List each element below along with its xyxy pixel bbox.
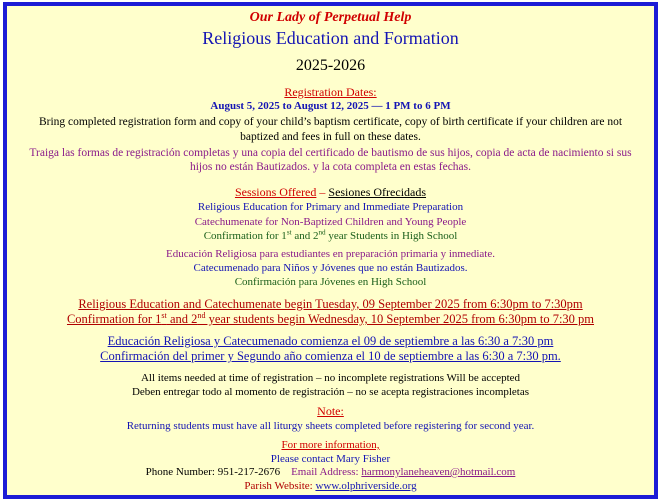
items-en: All items needed at time of registration – no incomplete registrations Will be accepted — [140, 372, 521, 384]
contact-heading: For more information, — [281, 439, 380, 451]
website-label: Parish Website: — [244, 480, 316, 492]
sessions-heading-en: Sessions Offered — [234, 185, 317, 199]
begin-en-2-sup1: st — [161, 310, 167, 320]
sessions-dash: – — [316, 185, 329, 199]
items-es: Deben entregar todo al momento de registración – no se acepta registraciones incompletas — [131, 386, 530, 398]
phone-number: Phone Number: 951-217-2676 — [145, 466, 281, 478]
email-link[interactable]: harmonylaneheaven@hotmail.com — [361, 466, 516, 478]
registration-es-line2: hijos no están Bautizados. y la cota completa en estas fechas. — [189, 161, 472, 173]
session-es-1: Educación Religiosa para estudiantes en preparación primaria y inmediate. — [166, 248, 495, 260]
begin-en-2-b: and 2 — [166, 312, 198, 326]
sessions-heading — [7, 186, 654, 199]
session-en-1: Religious Education for Primary and Immediate Preparation — [197, 201, 464, 213]
begin-es-2: Confirmación del primer y Segundo año comienza el 10 de septiembre a las 6:30 a 7:30 pm. — [100, 349, 561, 363]
website-line — [7, 480, 654, 492]
begin-en-2 — [7, 310, 654, 327]
registration-es-line1: Traiga las formas de registración completas y una copia del certificado de bautismo de sus hijos, copia de acta de nacimiento si sus — [29, 147, 632, 159]
registration-dates: August 5, 2025 to August 12, 2025 — 1 PM to 6 PM — [210, 100, 451, 112]
parish-name: Our Lady of Perpetual Help — [249, 10, 412, 25]
begin-en-2-sup2: nd — [197, 310, 206, 320]
page-title: Religious Education and Formation — [202, 28, 459, 48]
contact-details — [7, 466, 654, 478]
session-en-3-b: and 2 — [291, 230, 319, 242]
registration-en-line1: Bring completed registration form and copy of your child’s baptism certificate, copy of birth certificate if your children are not — [38, 116, 623, 128]
school-year: 2025-2026 — [295, 57, 366, 74]
session-en-3-sup1: st — [286, 228, 292, 237]
registration-en-line2: baptized and fees in full on these dates. — [240, 131, 421, 143]
email-label: Email Address: — [291, 466, 362, 478]
session-en-2: Catechumenate for Non-Baptized Children and Young People — [194, 216, 467, 228]
flyer — [3, 2, 658, 499]
begin-es-1: Educación Religiosa y Catecumenado comienza el 09 de septiembre a las 6:30 a 7:30 pm — [107, 334, 554, 348]
session-en-3 — [7, 230, 654, 242]
session-en-3-sup2: nd — [318, 228, 326, 237]
note-heading: Note: — [317, 404, 344, 418]
registration-heading: Registration Dates: — [284, 85, 377, 99]
sessions-heading-es: Sesiones Ofrecidads — [328, 185, 427, 199]
session-en-3-c: year Students in High School — [325, 230, 458, 242]
session-es-3: Confirmación para Jóvenes en High School — [234, 276, 427, 288]
begin-en-2-a: Confirmation for 1 — [66, 312, 162, 326]
begin-en-1: Religious Education and Catechumenate begin Tuesday, 09 September 2025 from 6:30pm to 7:30pm — [78, 297, 583, 311]
begin-en-2-c: year students begin Wednesday, 10 September 2025 from 6:30pm to 7:30 pm — [205, 312, 595, 326]
website-link[interactable]: www.olphriverside.org — [315, 480, 417, 492]
contact-person: Please contact Mary Fisher — [270, 453, 391, 465]
session-en-3-a: Confirmation for 1 — [203, 230, 287, 242]
note-text: Returning students must have all liturgy sheets completed before registering for second year. — [126, 420, 535, 432]
session-es-2: Catecumenado para Niños y Jóvenes que no están Bautizados. — [193, 262, 468, 274]
